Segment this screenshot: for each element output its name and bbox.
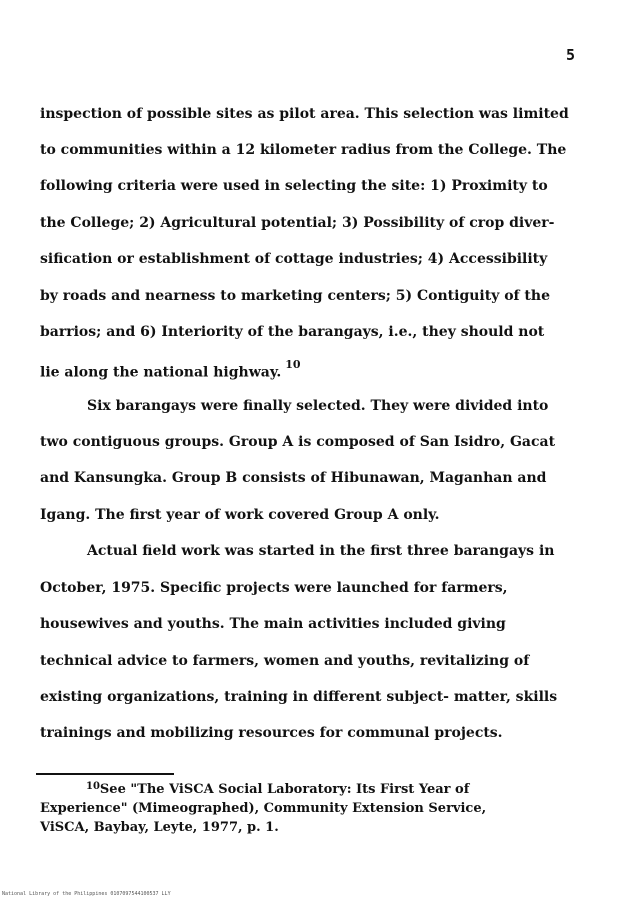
text-line: following criteria were used in selecting the site: 1) Proximity to <box>40 178 548 194</box>
text-line: housewives and youths. The main activities included giving <box>40 616 506 632</box>
text-line: existing organizations, training in different subject- matter, skills <box>40 689 558 705</box>
text-line: by roads and nearness to marketing centers; 5) Contiguity of the <box>40 288 550 304</box>
footnote-line: ViSCA, Baybay, Leyte, 1977, p. 1. <box>40 820 279 835</box>
page-number: 5 <box>566 46 576 64</box>
text-line: trainings and mobilizing resources for communal projects. <box>40 725 503 741</box>
footnote-text: See "The ViSCA Social Laboratory: Its First Year of <box>99 782 470 797</box>
text-line: technical advice to farmers, women and youths, revitalizing of <box>40 653 530 669</box>
text-line-with-footnote-ref <box>40 358 301 381</box>
text-line: to communities within a 12 kilometer radius from the College. The <box>40 142 567 158</box>
footnote-separator <box>36 773 174 775</box>
text-line-content: lie along the national highway. <box>40 364 282 381</box>
footnote-line <box>86 782 469 797</box>
text-line: inspection of possible sites as pilot area. This selection was limited <box>40 106 569 122</box>
text-line: October, 1975. Specific projects were launched for farmers, <box>40 580 508 596</box>
footnote-line: Experience" (Mimeographed), Community Extension Service, <box>40 801 487 816</box>
text-line: two contiguous groups. Group A is composed of San Isidro, Gacat <box>40 434 556 450</box>
text-line: the College; 2) Agricultural potential; 3) Possibility of crop diver- <box>40 215 555 231</box>
text-line: barrios; and 6) Interiority of the barangays, i.e., they should not <box>40 324 545 340</box>
text-line: and Kansungka. Group B consists of Hibunawan, Maganhan and <box>40 470 547 486</box>
text-line: Actual field work was started in the first three barangays in <box>87 543 555 559</box>
footnote-number: 10 <box>86 781 100 792</box>
text-line: sification or establishment of cottage industries; 4) Accessibility <box>40 251 548 267</box>
footnote-reference: 10 <box>285 358 301 371</box>
scan-footer: National Library of the Philippines 0107097544100537 LLY <box>2 891 171 897</box>
text-line: Igang. The first year of work covered Group A only. <box>40 507 440 523</box>
text-line: Six barangays were finally selected. They were divided into <box>87 398 549 414</box>
